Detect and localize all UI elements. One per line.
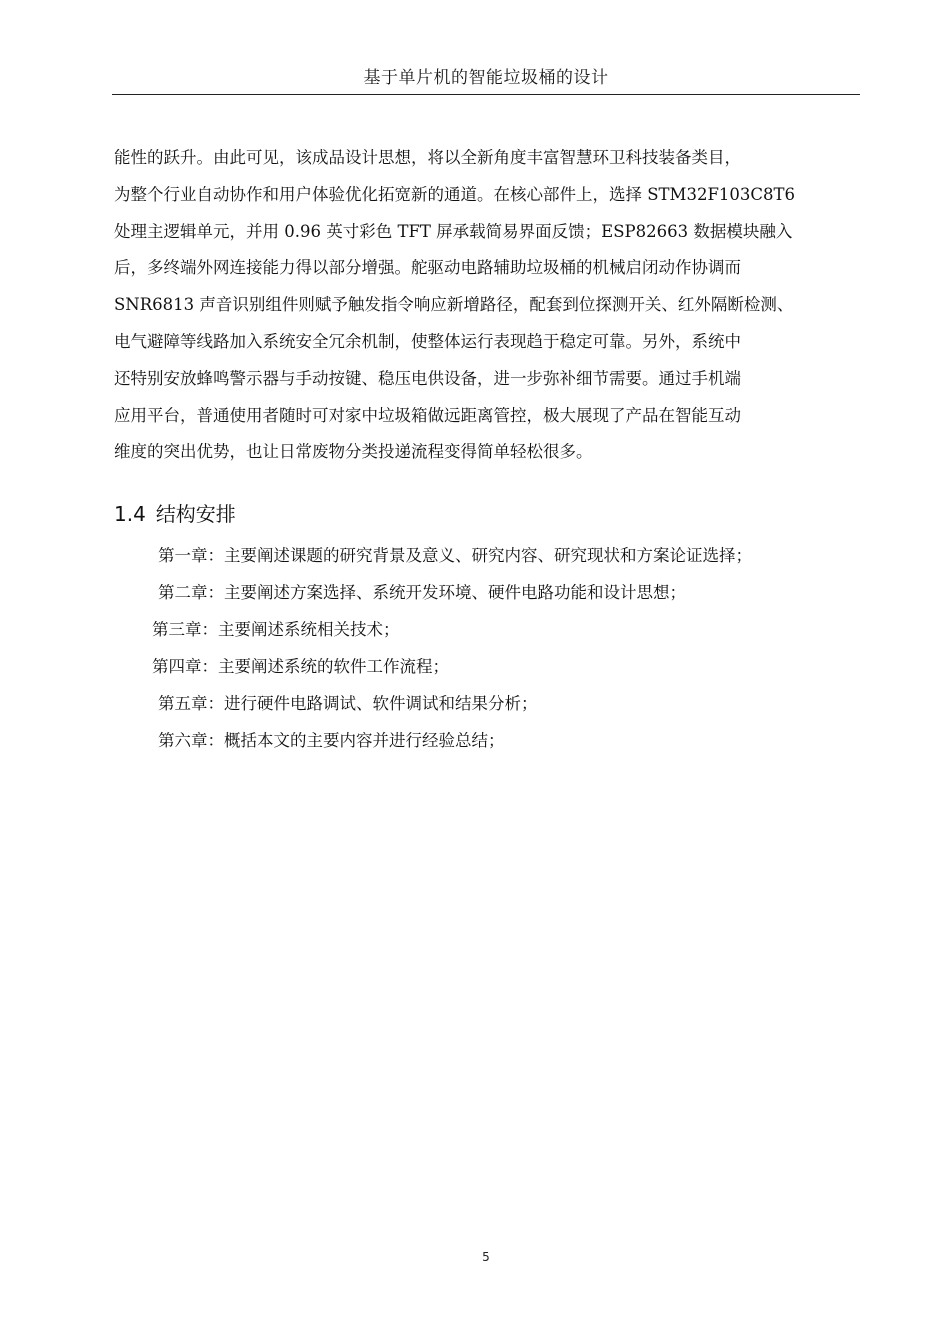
chapter-item-4: 第四章：主要阐述系统的软件工作流程； (152, 657, 449, 676)
chapter-item-2: 第二章：主要阐述方案选择、系统开发环境、硬件电路功能和设计思想； (158, 583, 686, 602)
page-number: 5 (482, 1250, 490, 1264)
paragraph-line: 还特别安放蜂鸣警示器与手动按键、稳压电供设备，进一步弥补细节需要。通过手机端 (114, 368, 741, 388)
chapter-item-3: 第三章：主要阐述系统相关技术； (152, 620, 400, 639)
paragraph-line: 电气避障等线路加入系统安全冗余机制，使整体运行表现趋于稳定可靠。另外，系统中 (114, 331, 741, 351)
paragraph-line: 维度的突出优势，也让日常废物分类投递流程变得简单轻松很多。 (114, 442, 593, 462)
section-title: 结构安排 (155, 502, 236, 526)
paragraph-line: 后，多终端外网连接能力得以部分增强。舵驱动电路辅助垃圾桶的机械启闭动作协调而 (114, 258, 741, 278)
paragraph-line: SNR6813 声音识别组件则赋予触发指令响应新增路径，配套到位探测开关、红外隔断检测、 (114, 295, 794, 315)
header-rule (112, 94, 860, 95)
chapter-item-5: 第五章：进行硬件电路调试、软件调试和结果分析； (158, 694, 538, 713)
paragraph-line: 应用平台，普通使用者随时可对家中垃圾箱做远距离管控，极大展现了产品在智能互动 (114, 405, 741, 425)
paragraph-line: 为整个行业自动协作和用户体验优化拓宽新的通道。在核心部件上，选择 STM32F103C8T6 (114, 184, 796, 204)
chapter-item-6: 第六章：概括本文的主要内容并进行经验总结； (158, 731, 505, 750)
running-header-title: 基于单片机的智能垃圾桶的设计 (363, 68, 609, 88)
section-heading (114, 498, 236, 530)
paragraph-line: 处理主逻辑单元，并用 0.96 英寸彩色 TFT 屏承载简易界面反馈；ESP82663 数据模块融入 (114, 221, 793, 241)
section-number: 1.4 (114, 502, 146, 526)
chapter-item-1: 第一章：主要阐述课题的研究背景及意义、研究内容、研究现状和方案论证选择； (158, 546, 752, 565)
paragraph-line: 能性的跃升。由此可见，该成品设计思想，将以全新角度丰富智慧环卫科技装备类目， (114, 148, 741, 167)
body-paragraph (114, 140, 874, 471)
